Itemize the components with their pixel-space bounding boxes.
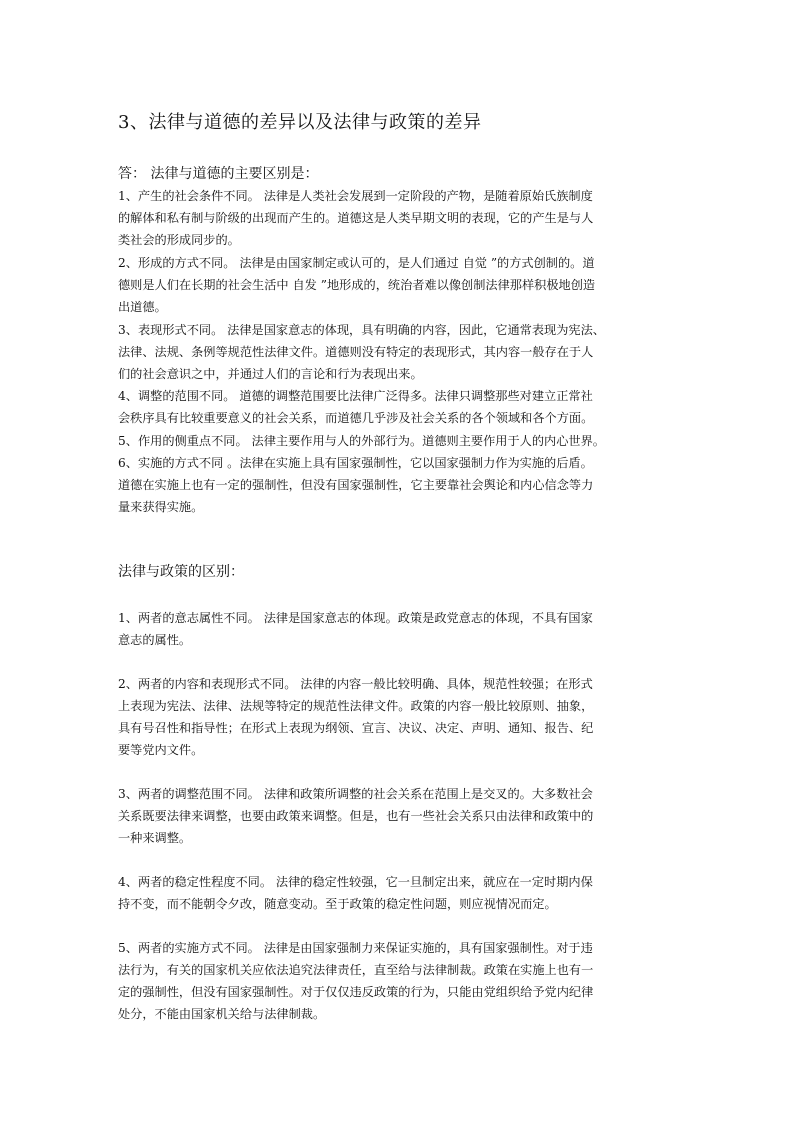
text-line: 4、两者的稳定性程度不同。 法律的稳定性较强，它一旦制定出来，就应在一定时期内保 <box>118 875 593 889</box>
text-line: 1、产生的社会条件不同。 法律是人类社会发展到一定阶段的产物，是随着原始氏族制度 <box>118 189 593 203</box>
text-line: 6、实施的方式不同 。法律在实施上具有国家强制性，它以国家强制力作为实施的后盾。 <box>118 456 593 470</box>
text-line: 的解体和私有制与阶级的出现而产生的。道德这是人类早期文明的表现，它的产生是与人 <box>118 211 594 225</box>
text-line: 道德在实施上也有一定的强制性，但没有国家强制性，它主要靠社会舆论和内心信念等力 <box>118 478 594 492</box>
text-line: 具有号召性和指导性；在形式上表现为纲领、宣言、决议、决定、声明、通知、报告、纪 <box>118 721 594 735</box>
text-line: 5、作用的侧重点不同。 法律主要作用与人的外部行为。道德则主要作用于人的内心世界。 <box>118 434 605 448</box>
text-line: 2、两者的内容和表现形式不同。 法律的内容一般比较明确、具体，规范性较强；在形式 <box>118 677 593 691</box>
text-line: 处分，不能由国家机关给与法律制裁。 <box>118 1007 326 1021</box>
text-line: 3、表现形式不同。 法律是国家意志的体现，具有明确的内容，因此，它通常表现为宪法、 <box>118 323 605 337</box>
text-line: 要等党内文件。 <box>118 743 204 757</box>
text-line: 一种来调整。 <box>118 831 192 845</box>
text-line: 德则是人们在长期的社会生活中 自发 ”地形成的，统治者难以像创制法律那样积极地创造 <box>118 278 596 292</box>
text-line: 上表现为宪法、法律、法规等特定的规范性法律文件。政策的内容一般比较原则、抽象， <box>118 699 594 713</box>
text-line: 法行为，有关的国家机关应依法追究法律责任，直至给与法律制裁。政策在实施上也有一 <box>118 963 594 977</box>
text-line: 法律、法规、条例等规范性法律文件。道德则没有特定的表现形式，其内容一般存在于人 <box>118 345 594 359</box>
text-line: 会秩序具有比较重要意义的社会关系，而道德几乎涉及社会关系的各个领域和各个方面。 <box>118 411 594 425</box>
text-line: 5、两者的实施方式不同。 法律是由国家强制力来保证实施的，具有国家强制性。对于违 <box>118 941 593 955</box>
text-line: 关系既要法律来调整，也要由政策来调整。但是，也有一些社会关系只由法律和政策中的 <box>118 809 594 823</box>
page-title: 3、法律与道德的差异以及法律与政策的差异 <box>118 112 482 133</box>
text-line: 们的社会意识之中，并通过人们的言论和行为表现出来。 <box>118 367 423 381</box>
text-line: 量来获得实施。 <box>118 500 204 514</box>
text-line: 意志的属性。 <box>118 633 192 647</box>
section2-heading: 法律与政策的区别： <box>118 564 244 580</box>
text-line: 定的强制性，但没有国家强制性。对于仅仅违反政策的行为，只能由党组织给予党内纪律 <box>118 985 594 999</box>
text-line: 持不变，而不能朝令夕改，随意变动。至于政策的稳定性问题，则应视情况而定。 <box>118 897 557 911</box>
text-line: 3、两者的调整范围不同。 法律和政策所调整的社会关系在范围上是交叉的。大多数社会 <box>118 787 593 801</box>
text-line: 4、调整的范围不同。 道德的调整范围要比法律广泛得多。法律只调整那些对建立正常社 <box>118 389 593 403</box>
text-line: 类社会的形成同步的。 <box>118 233 240 247</box>
text-line: 出道德。 <box>118 300 167 314</box>
section1-heading: 答： 法律与道德的主要区别是： <box>118 166 319 182</box>
text-line: 2、形成的方式不同。 法律是由国家制定或认可的，是人们通过 自觉 ”的方式创制的。道 <box>118 256 595 270</box>
text-line: 1、两者的意志属性不同。 法律是国家意志的体现。政策是政党意志的体现，不具有国家 <box>118 611 593 625</box>
